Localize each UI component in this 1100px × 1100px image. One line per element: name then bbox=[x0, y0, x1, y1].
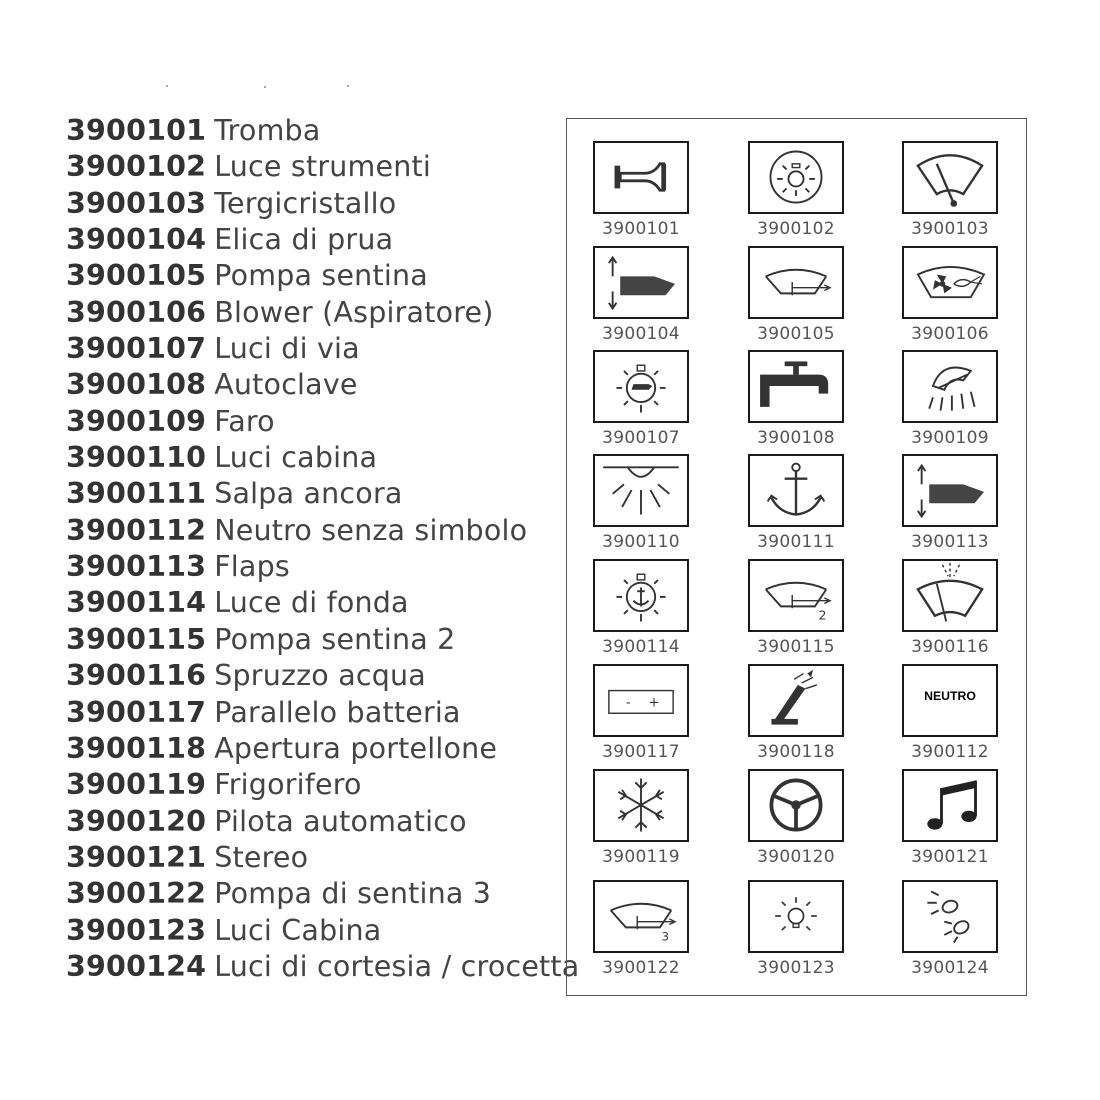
symbol-frame bbox=[902, 769, 998, 842]
list-item bbox=[66, 622, 579, 658]
trim-flaps-icon bbox=[904, 456, 996, 525]
anchor-light-icon bbox=[595, 561, 687, 630]
symbol-frame bbox=[902, 559, 998, 632]
symbol-code: 3900124 bbox=[911, 958, 989, 978]
list-item bbox=[66, 913, 579, 949]
item-code: 3900123 bbox=[66, 913, 207, 947]
symbol-frame bbox=[748, 769, 844, 842]
item-description: Pompa di sentina 3 bbox=[214, 877, 492, 911]
symbol-code: 3900116 bbox=[911, 637, 989, 657]
symbol-code: 3900113 bbox=[911, 532, 989, 552]
item-code: 3900114 bbox=[66, 586, 207, 620]
symbol-frame bbox=[902, 246, 998, 319]
item-description: Blower (Aspiratore) bbox=[214, 295, 494, 329]
item-code: 3900122 bbox=[66, 877, 207, 911]
symbol-frame bbox=[902, 880, 998, 953]
item-description: Flaps bbox=[214, 550, 290, 584]
item-description: Neutro senza simbolo bbox=[214, 513, 528, 547]
item-description: Luce strumenti bbox=[214, 150, 431, 184]
item-code: 3900111 bbox=[66, 477, 207, 511]
item-description: Luci Cabina bbox=[214, 913, 382, 947]
symbol-frame bbox=[748, 454, 844, 527]
cabin-light-icon bbox=[595, 456, 687, 525]
symbol-code: 3900123 bbox=[757, 958, 835, 978]
anchor-icon bbox=[750, 456, 842, 525]
symbol-code: 3900101 bbox=[602, 219, 680, 239]
product-code-list bbox=[66, 113, 579, 985]
item-code: 3900105 bbox=[66, 259, 207, 293]
list-item bbox=[66, 113, 579, 149]
item-description: Luci di via bbox=[214, 332, 360, 366]
item-description: Stereo bbox=[214, 840, 309, 874]
list-item bbox=[66, 295, 579, 331]
symbol-frame bbox=[593, 880, 689, 953]
scan-speck bbox=[166, 85, 168, 87]
neutral-label-icon bbox=[904, 666, 996, 735]
list-item bbox=[66, 767, 579, 803]
battery-minus-label: - bbox=[625, 695, 631, 711]
item-code: 3900113 bbox=[66, 550, 207, 584]
symbol-frame bbox=[748, 880, 844, 953]
hatch-opening-icon bbox=[750, 666, 842, 735]
washer-spray-icon bbox=[904, 561, 996, 630]
list-item bbox=[66, 949, 579, 985]
symbol-grid-panel bbox=[566, 118, 1027, 996]
symbol-frame bbox=[748, 664, 844, 737]
symbol-code: 3900111 bbox=[757, 532, 835, 552]
bow-thruster-icon bbox=[595, 248, 687, 317]
list-item bbox=[66, 876, 579, 912]
item-description: Tergicristallo bbox=[214, 186, 397, 220]
list-item bbox=[66, 440, 579, 476]
symbol-code: 3900108 bbox=[757, 428, 835, 448]
item-code: 3900109 bbox=[66, 404, 207, 438]
scan-speck bbox=[264, 86, 266, 88]
item-description: Apertura portellone bbox=[214, 731, 498, 765]
item-description: Luci di cortesia / crocetta bbox=[214, 949, 580, 983]
list-item bbox=[66, 585, 579, 621]
item-code: 3900108 bbox=[66, 368, 207, 402]
symbol-code: 3900122 bbox=[602, 958, 680, 978]
blower-icon bbox=[904, 248, 996, 317]
courtesy-lights-icon bbox=[904, 882, 996, 951]
symbol-frame bbox=[593, 664, 689, 737]
symbol-code: 3900115 bbox=[757, 637, 835, 657]
list-item bbox=[66, 804, 579, 840]
item-code: 3900124 bbox=[66, 949, 207, 983]
item-code: 3900116 bbox=[66, 659, 207, 693]
list-item bbox=[66, 476, 579, 512]
symbol-code: 3900121 bbox=[911, 847, 989, 867]
list-item bbox=[66, 222, 579, 258]
list-item bbox=[66, 258, 579, 294]
list-item bbox=[66, 731, 579, 767]
item-code: 3900119 bbox=[66, 768, 207, 802]
item-code: 3900115 bbox=[66, 622, 207, 656]
navigation-lights-icon bbox=[595, 352, 687, 421]
symbol-frame bbox=[593, 454, 689, 527]
item-code: 3900102 bbox=[66, 150, 207, 184]
symbol-frame bbox=[902, 454, 998, 527]
item-description: Autoclave bbox=[214, 368, 358, 402]
item-code: 3900121 bbox=[66, 840, 207, 874]
spotlight-icon bbox=[904, 352, 996, 421]
symbol-frame bbox=[902, 141, 998, 214]
symbol-code: 3900112 bbox=[911, 742, 989, 762]
symbol-frame bbox=[748, 350, 844, 423]
symbol-code: 3900114 bbox=[602, 637, 680, 657]
item-code: 3900118 bbox=[66, 731, 207, 765]
horn-icon bbox=[595, 143, 687, 212]
item-code: 3900117 bbox=[66, 695, 207, 729]
steering-wheel-icon bbox=[750, 771, 842, 840]
item-code: 3900103 bbox=[66, 186, 207, 220]
item-description: Pompa sentina bbox=[214, 259, 428, 293]
list-item bbox=[66, 367, 579, 403]
pump-number-badge: 3 bbox=[661, 929, 670, 944]
music-note-icon bbox=[904, 771, 996, 840]
symbol-code: 3900104 bbox=[602, 324, 680, 344]
list-item bbox=[66, 149, 579, 185]
symbol-code: 3900109 bbox=[911, 428, 989, 448]
symbol-frame bbox=[748, 559, 844, 632]
item-code: 3900110 bbox=[66, 441, 207, 475]
battery-parallel-icon bbox=[595, 666, 687, 735]
item-code: 3900120 bbox=[66, 804, 207, 838]
symbol-code: 3900102 bbox=[757, 219, 835, 239]
item-description: Pilota automatico bbox=[214, 804, 467, 838]
item-description: Parallelo batteria bbox=[214, 695, 461, 729]
item-code: 3900107 bbox=[66, 332, 207, 366]
symbol-code: 3900110 bbox=[602, 532, 680, 552]
item-description: Luci cabina bbox=[214, 441, 378, 475]
symbol-frame bbox=[902, 664, 998, 737]
symbol-code: 3900118 bbox=[757, 742, 835, 762]
list-item bbox=[66, 186, 579, 222]
symbol-code: 3900119 bbox=[602, 847, 680, 867]
item-code: 3900112 bbox=[66, 513, 207, 547]
wiper-icon bbox=[904, 143, 996, 212]
battery-plus-label: + bbox=[648, 695, 660, 711]
item-description: Pompa sentina 2 bbox=[214, 622, 456, 656]
symbol-frame bbox=[593, 246, 689, 319]
item-code: 3900106 bbox=[66, 295, 207, 329]
symbol-frame bbox=[593, 559, 689, 632]
list-item bbox=[66, 513, 579, 549]
scan-speck bbox=[347, 85, 349, 87]
symbol-code: 3900105 bbox=[757, 324, 835, 344]
symbol-code: 3900106 bbox=[911, 324, 989, 344]
water-tap-icon bbox=[750, 352, 842, 421]
cabin-light-small-icon bbox=[750, 882, 842, 951]
symbol-frame bbox=[748, 141, 844, 214]
symbol-frame bbox=[593, 141, 689, 214]
neutro-label: NEUTRO bbox=[924, 689, 976, 704]
item-description: Spruzzo acqua bbox=[214, 659, 426, 693]
symbol-code: 3900117 bbox=[602, 742, 680, 762]
item-description: Elica di prua bbox=[214, 223, 394, 257]
symbol-frame bbox=[593, 769, 689, 842]
item-description: Salpa ancora bbox=[214, 477, 403, 511]
symbol-code: 3900103 bbox=[911, 219, 989, 239]
item-description: Frigorifero bbox=[214, 768, 362, 802]
symbol-code: 3900120 bbox=[757, 847, 835, 867]
list-item bbox=[66, 404, 579, 440]
symbol-frame bbox=[593, 350, 689, 423]
list-item bbox=[66, 695, 579, 731]
bilge-pump-icon bbox=[750, 248, 842, 317]
pump-number-badge: 2 bbox=[818, 608, 827, 623]
instrument-light-icon bbox=[750, 143, 842, 212]
list-item bbox=[66, 840, 579, 876]
symbol-frame bbox=[902, 350, 998, 423]
bilge-pump-2-icon bbox=[750, 561, 842, 630]
symbol-frame bbox=[748, 246, 844, 319]
list-item bbox=[66, 331, 579, 367]
symbol-code: 3900107 bbox=[602, 428, 680, 448]
item-description: Faro bbox=[214, 404, 275, 438]
list-item bbox=[66, 549, 579, 585]
item-code: 3900101 bbox=[66, 114, 207, 147]
snowflake-icon bbox=[595, 771, 687, 840]
list-item bbox=[66, 658, 579, 694]
bilge-pump-3-icon bbox=[595, 882, 687, 951]
item-code: 3900104 bbox=[66, 223, 207, 257]
item-description: Tromba bbox=[214, 114, 321, 147]
item-description: Luce di fonda bbox=[214, 586, 409, 620]
